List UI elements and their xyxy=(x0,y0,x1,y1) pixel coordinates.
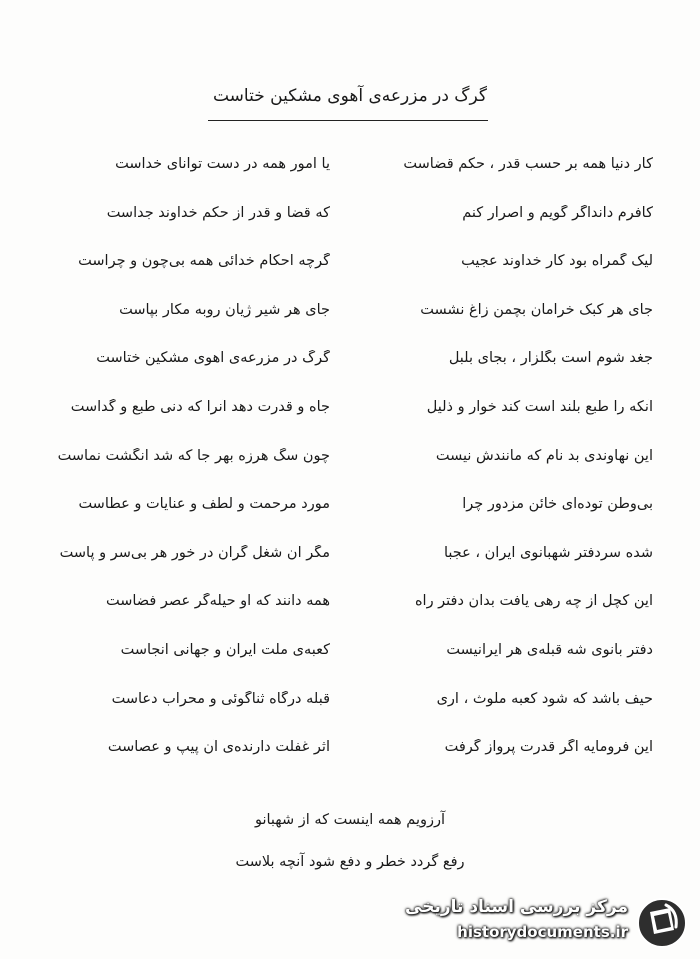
verse-row xyxy=(30,585,675,634)
verse-row xyxy=(30,440,675,489)
verse-second-hemistich: جای هر شیر ژیان روبه مکار بپاست xyxy=(119,301,330,318)
verse-second-hemistich: جاه و قدرت دهد آنرا که دنی طبع و گداست xyxy=(70,398,330,415)
closing-line-first: آرزویم همه اینست که از شهبانو xyxy=(254,812,446,828)
verse-first-hemistich: این نهاوندی بد نام که مانندش نیست xyxy=(435,447,653,464)
watermark xyxy=(402,895,692,951)
verse-first-hemistich: حیف باشد که شود کعبه ملوث ، آری xyxy=(436,690,653,707)
verses-block xyxy=(30,148,675,780)
closing-line-second: رفع گردد خطر و دفع شود آنچه بلاست xyxy=(235,854,465,870)
verse-second-hemistich: چون سگ هرزه بهر جا که شد انگشت نماست xyxy=(57,447,330,464)
title-underline xyxy=(208,120,488,121)
verse-second-hemistich: مورد مرحمت و لطف و عنایات و عطاست xyxy=(78,496,330,513)
verse-row xyxy=(30,197,675,246)
verse-first-hemistich: جای هر کبک خرامان بچمن زاغ نشست xyxy=(420,301,653,318)
verse-row xyxy=(30,342,675,391)
verse-first-hemistich: جغد شوم است بگلزار ، بجای بلبل xyxy=(448,350,653,367)
verse-row xyxy=(30,148,675,197)
verse-second-hemistich: یا امور همه در دست توانای خداست xyxy=(115,156,330,172)
poem-title: گرگ در مزرعه‌ی آهوی مشکین ختاست xyxy=(212,86,487,106)
verse-second-hemistich: همه دانند که او حیله‌گر عصر فضاست xyxy=(105,593,330,610)
verse-second-hemistich: گرچه احکام خدائی همه بی‌چون و چراست xyxy=(78,253,330,270)
verse-row xyxy=(30,537,675,586)
watermark-text-persian: مرکز بررسی اسناد تاریخی xyxy=(405,897,628,917)
verse-row xyxy=(30,245,675,294)
verse-first-hemistich: شده سردفتر شهبانوی ایران ، عجبا xyxy=(443,544,653,561)
verse-second-hemistich: که قضا و قدر از حکم خداوند جداست xyxy=(106,204,330,221)
verse-second-hemistich: مگر آن شغل گران در خور هر بی‌سر و پاست xyxy=(59,544,330,561)
verse-second-hemistich: کعبه‌ی ملت ایران و جهانی آنجاست xyxy=(120,641,330,658)
verse-first-hemistich: کافرم دانداگر گویم و اصرار کنم xyxy=(462,204,653,221)
verse-first-hemistich: بی‌وطن توده‌ای خائن مزدور چرا xyxy=(462,496,653,513)
watermark-url: historydocuments.ir xyxy=(457,923,628,941)
verse-first-hemistich: این کچل از چه رهی یافت بدان دفتر راه xyxy=(414,593,653,610)
verse-second-hemistich: اثر غفلت دارنده‌ی آن پیپ و عصاست xyxy=(107,739,330,756)
verse-second-hemistich: گرگ در مزرعه‌ی آهوی مشکین ختاست xyxy=(96,350,330,367)
verse-row xyxy=(30,488,675,537)
verse-first-hemistich: این فرومایه اگر قدرت پرواز گرفت xyxy=(444,739,653,756)
verse-row xyxy=(30,634,675,683)
verse-row xyxy=(30,294,675,343)
verse-first-hemistich: دفتر بانوی شه قبله‌ی هر ایرانیست xyxy=(446,641,653,658)
verse-row xyxy=(30,731,675,780)
document-seal-icon xyxy=(636,897,688,949)
verse-first-hemistich: لیک گمراه بود کار خداوند عجیب xyxy=(461,253,653,270)
verse-row xyxy=(30,391,675,440)
verse-first-hemistich: کار دنیا همه بر حسب قدر ، حکم قضاست xyxy=(403,156,653,172)
verse-second-hemistich: قبله درگاه ثناگوئی و محراب دعاست xyxy=(111,690,330,707)
verse-first-hemistich: آنکه را طبع بلند است کند خوار و ذلیل xyxy=(426,398,653,415)
verse-row xyxy=(30,683,675,732)
